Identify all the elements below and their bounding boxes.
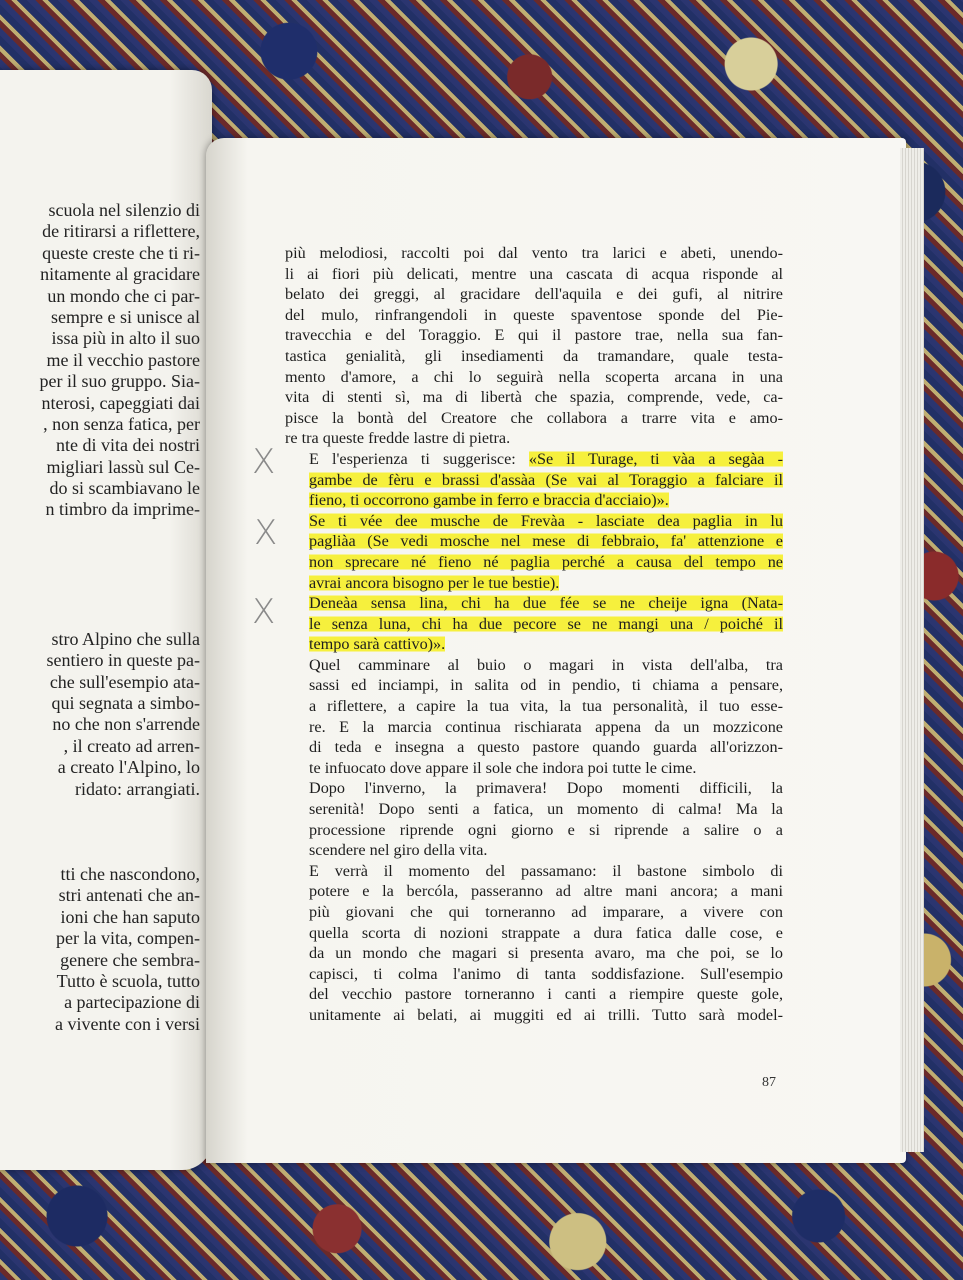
left-text-line: , il creato ad arren-	[63, 735, 200, 756]
text-line: re. E la marcia continua rischiarata appena da un mozzicone	[309, 717, 783, 736]
text-line	[285, 614, 783, 635]
highlighted-text: gambe de fèru e brassi d'assàa (Se vai al Toraggio a falciare il	[309, 470, 783, 489]
left-text-line: ridato: arrangiati.	[75, 778, 200, 799]
left-text-line: migliari lassù sul Ce-	[46, 456, 200, 477]
text-line: Quel camminare al buio o magari in vista dell'alba, tra	[309, 655, 783, 674]
left-text-line: sempre e si unisce al	[51, 306, 200, 327]
left-page	[0, 70, 212, 1170]
left-text-line: nterosi, capeggiati dai	[41, 392, 200, 413]
highlighted-text: Deneàa sensa lina, chi ha due fée se ne cheije igna (Nata-	[309, 594, 783, 613]
left-text-line: scuola nel silenzio di	[48, 200, 200, 220]
text-line: da un mondo che magari si presenta avaro, ma che poi, se lo	[309, 944, 783, 963]
paragraph-1	[285, 243, 783, 449]
paragraph-5	[285, 655, 783, 779]
text-line	[285, 511, 783, 532]
text-line	[285, 573, 783, 594]
text-line: del vecchio pastore torneranno i canti a riempire queste gole,	[309, 985, 783, 1004]
page-number: 87	[762, 1075, 776, 1090]
text-line: potere e la bercóla, passeranno ad altre mani ancora; a mani	[309, 882, 783, 901]
left-text-line: sentiero in queste pa-	[46, 650, 200, 671]
text-line: a riflettere, a capire la tua vita, la tua personalità, il tuo esse-	[309, 697, 783, 716]
paragraph-4	[285, 593, 783, 655]
left-text-line: stro Alpino che sulla	[51, 628, 200, 649]
left-text-line: Tutto è scuola, tutto	[56, 970, 200, 991]
left-text-line: a vivente con i versi	[55, 1013, 200, 1034]
highlighted-text: non sprecare né fieno né paglia perché a causa del tempo ne	[309, 552, 783, 571]
text-line: processione riprende ogni giorno e si riprende a salire o a	[309, 820, 783, 839]
left-text-line: un mondo che ci par-	[47, 285, 200, 306]
left-text-line: per il suo gruppo. Sia-	[39, 371, 200, 392]
text-line: re tra queste fredde lastre di pietra.	[285, 429, 511, 448]
text-line: capisci, ti colma l'animo di tanta soddisfazione. Sull'esempio	[309, 964, 783, 983]
left-text-line: issa più in alto il suo	[51, 328, 200, 349]
text-line: unitamente ai belati, ai muggiti ed ai trilli. Tutto sarà model-	[309, 1005, 783, 1024]
text-line: Dopo l'inverno, la primavera! Dopo momenti difficili, la	[309, 779, 783, 798]
text-line	[285, 552, 783, 573]
left-text-line: a partecipazione di	[64, 992, 200, 1013]
text-line: pisce la bontà del Creatore che collabora a trarre vita e amo-	[285, 408, 783, 427]
highlighted-text: tempo sarà cattivo)».	[309, 635, 446, 654]
text-line: te infuocato dove appare il sole che indora poi tutte le cime.	[309, 758, 697, 777]
highlighted-text: le senza luna, chi ha due pecore se ne mangi una / poiché il	[309, 614, 783, 633]
text-line	[285, 531, 783, 552]
paragraph-6	[285, 778, 783, 860]
text-line: vita di stenti sì, ma di libertà che spazia, comprende, vede, ca-	[285, 388, 783, 407]
left-text-line: ioni che han saputo	[60, 906, 200, 927]
left-text-line: do si scambiavano le	[49, 478, 200, 499]
left-text-line: no che non s'arrende	[52, 714, 200, 735]
left-text-line: n timbro da imprime-	[45, 499, 200, 520]
left-text-line: nte di vita dei nostri	[56, 435, 200, 456]
paragraph-2: E l'esperienza ti suggerisce: «Se il Turage, ti vàa a segàa - gambe de fèru e brassi d'assàa (Se vai al Toraggio a falciare il fieno, ti occorrono gambe in ferro e braccia d'acciaio)».	[285, 449, 783, 511]
left-text-line: me il vecchio pastore	[46, 349, 200, 370]
left-text-line: , non senza fatica, per	[43, 413, 200, 434]
highlighted-text: fieno, ti occorrono gambe in ferro e braccia d'acciaio)».	[309, 491, 669, 510]
left-text-line: genere che sembra-	[60, 949, 200, 970]
left-text-line: a creato l'Alpino, lo	[57, 757, 200, 778]
margin-x-mark-1: X	[252, 442, 276, 482]
text-line: serenità! Dopo senti a fatica, un momento di calma! Ma la	[309, 800, 783, 819]
highlighted-proverb-1: «Se il Turage, ti vàa a segàa -	[528, 449, 783, 468]
text-line: più melodiosi, raccolti poi dal vento tra larici e abeti, unendo-	[285, 244, 783, 262]
paragraph-3	[285, 511, 783, 593]
text-line	[285, 490, 783, 511]
left-text-line: stri antenati che an-	[58, 885, 200, 906]
text-line: travecchia e del Toraggio. E qui il pastore trae, nella sua fan-	[285, 326, 783, 345]
left-text-line: per la vita, compen-	[56, 928, 200, 949]
text-line: E verrà il momento del passamano: il bastone simbolo di	[309, 861, 783, 880]
text-line: di teda e insegna a questo pastore quando guarda all'orizzon-	[309, 738, 783, 757]
text-line: sassi ed inciampi, in salita od in pendio, ti chiama a pensare,	[309, 676, 783, 695]
highlighted-text: avrai ancora bisogno per le tue bestie).	[309, 573, 560, 592]
text-line	[285, 593, 783, 614]
text-line: quella scorta di nozioni strappate a dura fatica dalle cose, e	[309, 923, 783, 942]
paragraph-7	[285, 861, 783, 1026]
text-line: belato dei greggi, al gracidare dell'aquila e dei gufi, al nitrire	[285, 285, 783, 304]
highlighted-text: Se ti vée dee musche de Frevàa - lasciate dea paglia in lu	[309, 511, 783, 530]
text-line	[285, 470, 783, 491]
page-edges	[900, 148, 924, 1152]
text-line: scendere nel giro della vita.	[309, 841, 488, 860]
margin-x-mark-2: X	[254, 513, 278, 553]
text-line: del mulo, rinfrangendoli in queste spaventose sponde del Pie-	[285, 305, 783, 324]
text-line: tastica genialità, gli insediamenti da tramandare, quale testa-	[285, 346, 783, 365]
text-line: mento d'amore, a chi lo seguirà nella scoperta arcana in una	[285, 367, 783, 386]
highlighted-text: pagliàa (Se vedi mosche nel mese di febbraio, fa' attenzione e	[309, 532, 783, 551]
text-line: li ai fiori più delicati, mentre una cascata di acqua risponde al	[285, 264, 783, 283]
left-text-line: queste creste che ti ri-	[42, 242, 200, 263]
left-text-line: de ritirarsi a riflettere,	[42, 221, 200, 242]
left-text-line: qui segnata a simbo-	[51, 693, 200, 714]
left-text-line: tti che nascondono,	[60, 863, 200, 884]
left-text-line: che sull'esempio ata-	[49, 671, 200, 692]
text-line: più giovani che qui torneranno ad imparare, a vivere con	[309, 903, 783, 921]
left-text-line: nitamente al gracidare	[40, 264, 200, 285]
text-line	[285, 634, 783, 655]
margin-x-mark-3: X	[252, 592, 276, 632]
left-page-text	[0, 200, 200, 1035]
right-page-text	[285, 243, 783, 1026]
